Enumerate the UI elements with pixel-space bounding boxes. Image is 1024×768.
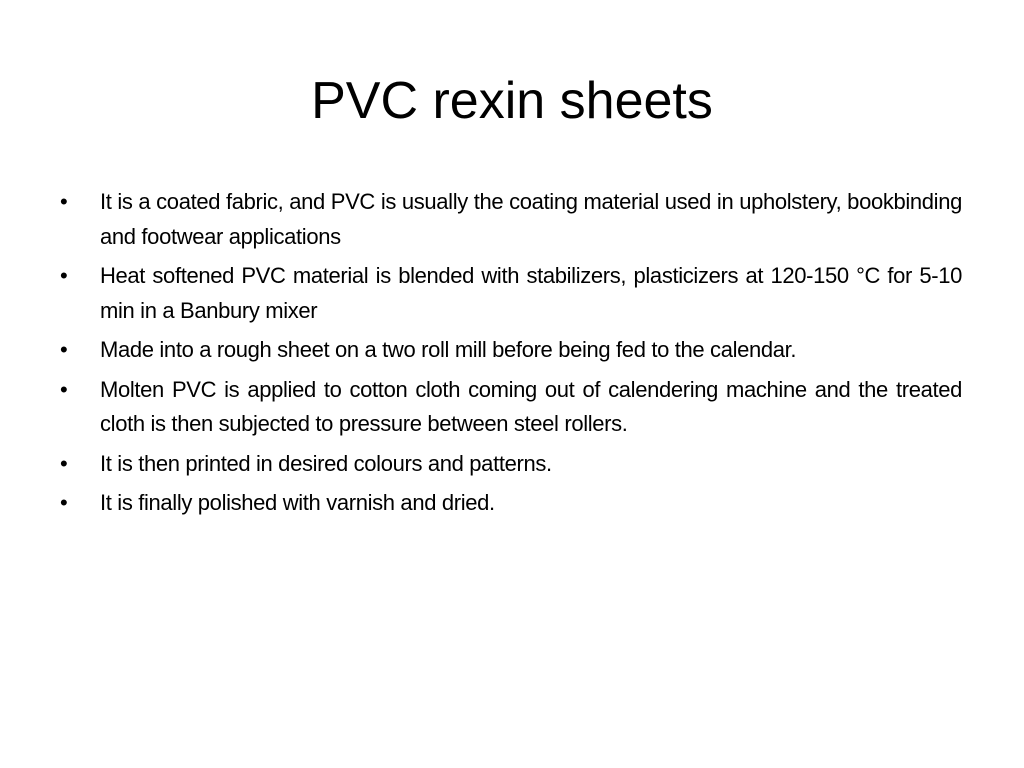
slide-title: PVC rexin sheets <box>311 72 713 130</box>
bullet-item <box>56 185 962 254</box>
bullet-item <box>56 486 962 521</box>
bullet-item <box>56 447 962 482</box>
bullet-text: Molten PVC is applied to cotton cloth coming out of calendering machine and the treated cloth is then subjected to pressure between steel rollers. <box>100 376 962 436</box>
bullet-dot: • <box>60 490 68 515</box>
bullet-dot: • <box>60 263 68 288</box>
bullet-text: It is a coated fabric, and PVC is usually the coating material used in upholstery, bookbinding and footwear applications <box>100 189 962 249</box>
bullet-item <box>56 333 962 368</box>
bullet-text: Made into a rough sheet on a two roll mill before being fed to the calendar. <box>100 337 797 362</box>
bullet-dot: • <box>60 337 68 362</box>
bullet-text: Heat softened PVC material is blended with stabilizers, plasticizers at 120-150 °C for 5-10 min in a Banbury mixer <box>100 263 962 323</box>
bullet-dot: • <box>60 450 68 476</box>
bullet-text: It is then printed in desired colours and patterns. <box>100 450 552 476</box>
bullet-dot: • <box>60 376 68 402</box>
bullet-text: It is finally polished with varnish and dried. <box>100 490 495 515</box>
bullet-item <box>56 259 962 328</box>
bullet-item <box>56 373 962 442</box>
bullet-dot: • <box>60 189 68 214</box>
bullet-list <box>56 185 962 526</box>
